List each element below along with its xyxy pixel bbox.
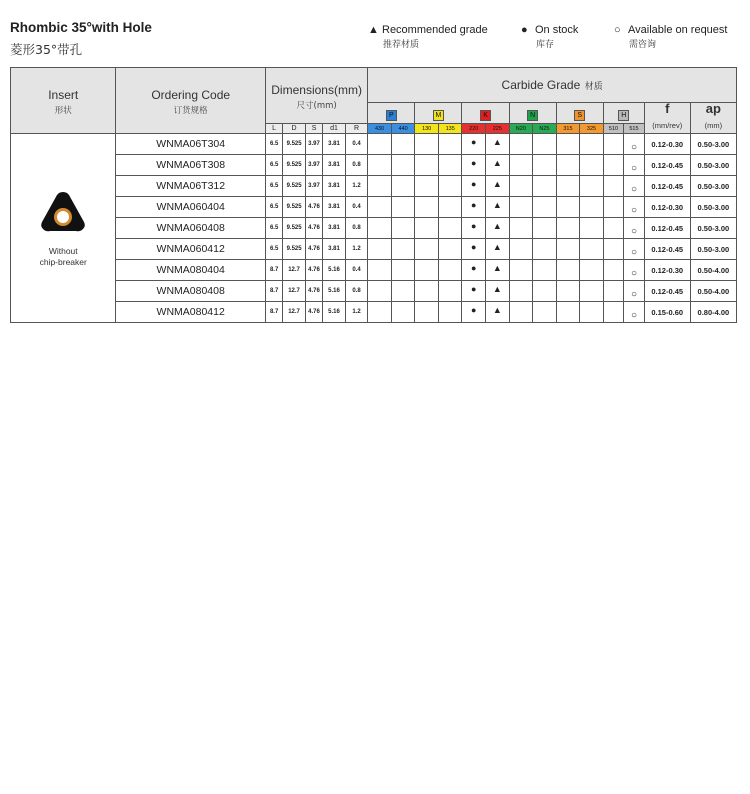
grade-cell-h515 <box>624 134 644 155</box>
grade-cell-h510 <box>603 302 623 323</box>
dim-r: 1.2 <box>345 302 368 323</box>
request-circle-icon: ○ <box>630 204 637 216</box>
dim-d1: 3.81 <box>323 197 346 218</box>
grade-cell-k225 <box>486 197 510 218</box>
grade-cell-s315 <box>556 134 580 155</box>
grade-cell-m135 <box>438 302 462 323</box>
stock-dot-icon: ● <box>471 137 477 147</box>
ordering-code: WNMA06T308 <box>116 155 265 176</box>
grade-cell-s315 <box>556 155 580 176</box>
grade-cell-m130 <box>415 239 439 260</box>
grade-cell-m135 <box>438 176 462 197</box>
dim-d: 12.7 <box>283 260 306 281</box>
grade-cell-n20 <box>509 155 533 176</box>
table-row <box>11 281 737 302</box>
grade-cell-s315 <box>556 260 580 281</box>
grade-cell-s325 <box>580 155 604 176</box>
header-f-unit: (mm/rev) <box>652 121 683 130</box>
group-badge-n <box>509 103 556 124</box>
header-carbide-label: Carbide Grade <box>501 78 581 92</box>
dim-s: 4.76 <box>305 197 322 218</box>
dim-l: 6.5 <box>265 134 282 155</box>
grade-code: 510 <box>603 124 623 134</box>
grade-cell-h515 <box>624 155 644 176</box>
table-row <box>11 134 737 155</box>
grade-cell-k225 <box>486 218 510 239</box>
dim-d: 9.525 <box>283 197 306 218</box>
grade-cell-h515 <box>624 302 644 323</box>
dim-s: 3.97 <box>305 155 322 176</box>
grade-cell-p430 <box>368 176 392 197</box>
legend-stock-sub: 库存 <box>536 40 555 50</box>
recommended-triangle-icon: ▲ <box>492 284 502 294</box>
feed-range: 0.12-0.30 <box>644 260 690 281</box>
grade-cell-m135 <box>438 155 462 176</box>
dim-r: 1.2 <box>345 239 368 260</box>
grade-cell-s325 <box>580 134 604 155</box>
header-insert-cn: 形状 <box>54 105 72 116</box>
request-circle-icon: ○ <box>630 141 637 153</box>
grade-cell-h515 <box>624 218 644 239</box>
grade-cell-h515 <box>624 281 644 302</box>
grade-cell-m130 <box>415 260 439 281</box>
request-circle-icon: ○ <box>630 309 637 321</box>
legend-recommended <box>368 24 488 50</box>
grade-cell-m135 <box>438 218 462 239</box>
stock-dot-icon: ● <box>471 158 477 168</box>
grade-cell-k220 <box>462 302 486 323</box>
recommended-triangle-icon: ▲ <box>492 263 502 273</box>
depth-range: 0.50-3.00 <box>690 218 736 239</box>
grade-code: 515 <box>624 124 644 134</box>
request-circle-icon: ○ <box>630 267 637 279</box>
header-ordering-cn: 订货规格 <box>173 105 208 116</box>
grade-cell-h515 <box>624 239 644 260</box>
circle-icon: ○ <box>614 24 621 36</box>
dim-d: 9.525 <box>283 239 306 260</box>
grade-cell-p430 <box>368 218 392 239</box>
depth-range: 0.80-4.00 <box>690 302 736 323</box>
dim-l: 6.5 <box>265 197 282 218</box>
grade-cell-k225 <box>486 302 510 323</box>
dim-l: 6.5 <box>265 239 282 260</box>
header-insert-label: Insert <box>48 87 79 102</box>
grade-cell-n25 <box>533 176 557 197</box>
insert-image-cell <box>11 134 116 323</box>
legend-recommended-label: Recommended grade <box>382 24 488 36</box>
grade-cell-m135 <box>438 239 462 260</box>
grade-cell-p430 <box>368 281 392 302</box>
grade-cell-m130 <box>415 134 439 155</box>
grade-cell-s315 <box>556 197 580 218</box>
header-carbide-cn: 材质 <box>584 82 603 92</box>
depth-range: 0.50-3.00 <box>690 176 736 197</box>
grade-cell-s325 <box>580 197 604 218</box>
dim-d: 9.525 <box>283 134 306 155</box>
dim-r: 0.8 <box>345 155 368 176</box>
feed-range: 0.15-0.60 <box>644 302 690 323</box>
feed-range: 0.12-0.45 <box>644 281 690 302</box>
stock-dot-icon: ● <box>471 284 477 294</box>
grade-cell-k220 <box>462 239 486 260</box>
triangle-icon: ▲ <box>368 24 379 36</box>
page-title: Rhombic 35°with Hole <box>10 20 152 35</box>
stock-dot-icon: ● <box>471 179 477 189</box>
dim-col-r: R <box>345 124 368 134</box>
grade-cell-s325 <box>580 218 604 239</box>
dim-d: 12.7 <box>283 302 306 323</box>
grade-cell-n20 <box>509 197 533 218</box>
grade-cell-k225 <box>486 134 510 155</box>
grade-cell-h515 <box>624 260 644 281</box>
dim-d: 9.525 <box>283 155 306 176</box>
ordering-code: WNMA080404 <box>116 260 265 281</box>
grade-cell-h510 <box>603 281 623 302</box>
dim-d: 9.525 <box>283 218 306 239</box>
grade-cell-n25 <box>533 239 557 260</box>
header-f-label: f <box>665 102 670 116</box>
request-circle-icon: ○ <box>630 162 637 174</box>
recommended-triangle-icon: ▲ <box>492 305 502 315</box>
group-letter: H <box>618 110 629 121</box>
group-letter: S <box>574 110 585 121</box>
feed-range: 0.12-0.45 <box>644 176 690 197</box>
request-circle-icon: ○ <box>630 288 637 300</box>
dim-d1: 3.81 <box>323 239 346 260</box>
recommended-triangle-icon: ▲ <box>492 158 502 168</box>
grade-cell-k225 <box>486 155 510 176</box>
dim-d1: 3.81 <box>323 134 346 155</box>
grade-cell-m135 <box>438 134 462 155</box>
header-carbide <box>368 68 737 103</box>
grade-cell-k225 <box>486 281 510 302</box>
recommended-triangle-icon: ▲ <box>492 179 502 189</box>
header-ap-unit: (mm) <box>704 121 723 130</box>
grade-code: 430 <box>368 124 392 134</box>
group-badge-k <box>462 103 509 124</box>
grade-code: 315 <box>556 124 580 134</box>
table-row <box>11 239 737 260</box>
feed-range: 0.12-0.45 <box>644 155 690 176</box>
dim-d1: 5.16 <box>323 281 346 302</box>
group-badge-h <box>603 103 644 124</box>
grade-cell-n20 <box>509 260 533 281</box>
grade-cell-h510 <box>603 197 623 218</box>
request-circle-icon: ○ <box>630 225 637 237</box>
table-row <box>11 260 737 281</box>
grade-cell-s315 <box>556 239 580 260</box>
dim-col-d1: d1 <box>323 124 346 134</box>
depth-range: 0.50-4.00 <box>690 281 736 302</box>
dim-d1: 5.16 <box>323 302 346 323</box>
insert-shape-icon <box>38 189 88 235</box>
dim-r: 0.4 <box>345 197 368 218</box>
request-circle-icon: ○ <box>630 183 637 195</box>
grade-cell-h515 <box>624 197 644 218</box>
depth-range: 0.50-3.00 <box>690 197 736 218</box>
grade-cell-k225 <box>486 176 510 197</box>
dim-d: 12.7 <box>283 281 306 302</box>
header-dimensions <box>265 68 367 124</box>
group-badge-m <box>415 103 462 124</box>
stock-dot-icon: ● <box>471 263 477 273</box>
ordering-code: WNMA060412 <box>116 239 265 260</box>
grade-cell-s315 <box>556 218 580 239</box>
grade-cell-s325 <box>580 239 604 260</box>
grade-cell-m130 <box>415 281 439 302</box>
header-ap <box>690 103 736 134</box>
grade-cell-k220 <box>462 260 486 281</box>
group-letter: N <box>527 110 538 121</box>
insert-label-line1: Without <box>48 245 78 256</box>
grade-code: N20 <box>509 124 533 134</box>
grade-cell-s325 <box>580 302 604 323</box>
grade-cell-p440 <box>391 218 415 239</box>
dim-l: 8.7 <box>265 281 282 302</box>
grade-cell-h510 <box>603 134 623 155</box>
header-dimensions-label: Dimensions(mm) <box>271 82 362 97</box>
grade-cell-s315 <box>556 302 580 323</box>
grade-cell-s325 <box>580 260 604 281</box>
table-row <box>11 155 737 176</box>
grade-cell-m130 <box>415 155 439 176</box>
grade-cell-p430 <box>368 134 392 155</box>
header-ordering <box>116 68 265 134</box>
grade-cell-h510 <box>603 239 623 260</box>
dim-d1: 5.16 <box>323 260 346 281</box>
grade-cell-n20 <box>509 176 533 197</box>
ordering-code: WNMA060408 <box>116 218 265 239</box>
recommended-triangle-icon: ▲ <box>492 200 502 210</box>
legend-stock-label: On stock <box>535 24 579 36</box>
feed-range: 0.12-0.30 <box>644 197 690 218</box>
grade-cell-s325 <box>580 176 604 197</box>
legend-recommended-sub: 推荐材质 <box>383 40 420 50</box>
grade-cell-s325 <box>580 281 604 302</box>
grade-cell-h510 <box>603 218 623 239</box>
grade-cell-h510 <box>603 176 623 197</box>
ordering-code: WNMA080408 <box>116 281 265 302</box>
ordering-code: WNMA060404 <box>116 197 265 218</box>
depth-range: 0.50-3.00 <box>690 134 736 155</box>
dim-col-l: L <box>265 124 282 134</box>
grade-cell-k225 <box>486 260 510 281</box>
grade-code: N25 <box>533 124 557 134</box>
legend-request-sub: 需咨询 <box>629 40 657 50</box>
dim-r: 0.8 <box>345 281 368 302</box>
grade-cell-m130 <box>415 218 439 239</box>
legend-request-label: Available on request <box>628 24 728 36</box>
group-letter: K <box>480 110 491 121</box>
grade-cell-k220 <box>462 281 486 302</box>
table-row <box>11 302 737 323</box>
dim-s: 4.76 <box>305 239 322 260</box>
dot-icon: ● <box>521 24 528 36</box>
table-row <box>11 176 737 197</box>
grade-code: 225 <box>486 124 510 134</box>
stock-dot-icon: ● <box>471 242 477 252</box>
ordering-code: WNMA06T304 <box>116 134 265 155</box>
header-ap-label: ap <box>705 102 721 116</box>
grade-cell-m130 <box>415 197 439 218</box>
dim-d: 9.525 <box>283 176 306 197</box>
dim-s: 4.76 <box>305 281 322 302</box>
depth-range: 0.50-3.00 <box>690 155 736 176</box>
grade-cell-p430 <box>368 155 392 176</box>
dim-col-d: D <box>283 124 306 134</box>
stock-dot-icon: ● <box>471 200 477 210</box>
grade-cell-h510 <box>603 260 623 281</box>
recommended-triangle-icon: ▲ <box>492 137 502 147</box>
grade-cell-k220 <box>462 155 486 176</box>
grade-code: 135 <box>438 124 462 134</box>
feed-range: 0.12-0.45 <box>644 239 690 260</box>
grade-cell-n20 <box>509 281 533 302</box>
grade-cell-h510 <box>603 155 623 176</box>
dim-s: 4.76 <box>305 260 322 281</box>
dim-d1: 3.81 <box>323 176 346 197</box>
ordering-code: WNMA080412 <box>116 302 265 323</box>
grade-cell-h515 <box>624 176 644 197</box>
header-f <box>644 103 690 134</box>
grade-cell-m135 <box>438 197 462 218</box>
feed-range: 0.12-0.30 <box>644 134 690 155</box>
table-row <box>11 197 737 218</box>
dim-l: 6.5 <box>265 155 282 176</box>
grade-cell-m135 <box>438 281 462 302</box>
grade-cell-p440 <box>391 281 415 302</box>
stock-dot-icon: ● <box>471 221 477 231</box>
group-badge-p <box>368 103 415 124</box>
legend-stock <box>521 24 578 50</box>
grade-code: 440 <box>391 124 415 134</box>
grade-cell-p430 <box>368 197 392 218</box>
grade-cell-n25 <box>533 155 557 176</box>
grade-cell-n20 <box>509 302 533 323</box>
grade-cell-p440 <box>391 134 415 155</box>
legend-request <box>614 24 727 50</box>
grade-cell-p430 <box>368 239 392 260</box>
dim-r: 0.8 <box>345 218 368 239</box>
stock-dot-icon: ● <box>471 305 477 315</box>
insert-label-line2: chip-breaker <box>39 256 87 267</box>
grade-cell-n25 <box>533 134 557 155</box>
grade-cell-k220 <box>462 134 486 155</box>
table-row <box>11 218 737 239</box>
grade-cell-m135 <box>438 260 462 281</box>
grade-cell-p440 <box>391 155 415 176</box>
grade-cell-p430 <box>368 302 392 323</box>
dim-r: 0.4 <box>345 260 368 281</box>
header-ordering-label: Ordering Code <box>151 87 231 102</box>
grade-cell-k220 <box>462 176 486 197</box>
dim-l: 6.5 <box>265 218 282 239</box>
dim-s: 4.76 <box>305 302 322 323</box>
grade-cell-p440 <box>391 176 415 197</box>
grade-cell-m130 <box>415 302 439 323</box>
depth-range: 0.50-4.00 <box>690 260 736 281</box>
grade-cell-n25 <box>533 302 557 323</box>
header-insert <box>11 68 116 134</box>
grade-code: 130 <box>415 124 439 134</box>
grade-cell-n25 <box>533 281 557 302</box>
grade-cell-n20 <box>509 218 533 239</box>
grade-cell-s315 <box>556 281 580 302</box>
request-circle-icon: ○ <box>630 246 637 258</box>
dim-d1: 3.81 <box>323 155 346 176</box>
grade-cell-k220 <box>462 197 486 218</box>
grade-cell-n25 <box>533 260 557 281</box>
recommended-triangle-icon: ▲ <box>492 242 502 252</box>
grade-cell-p440 <box>391 260 415 281</box>
grade-code: 220 <box>462 124 486 134</box>
group-letter: P <box>386 110 397 121</box>
depth-range: 0.50-3.00 <box>690 239 736 260</box>
dim-d1: 3.81 <box>323 218 346 239</box>
grade-cell-n20 <box>509 239 533 260</box>
group-badge-s <box>556 103 603 124</box>
grade-cell-p440 <box>391 197 415 218</box>
grade-cell-p440 <box>391 302 415 323</box>
insert-table <box>10 67 737 323</box>
recommended-triangle-icon: ▲ <box>492 221 502 231</box>
dim-r: 1.2 <box>345 176 368 197</box>
dim-s: 4.76 <box>305 218 322 239</box>
grade-cell-n25 <box>533 197 557 218</box>
grade-cell-m130 <box>415 176 439 197</box>
dim-l: 8.7 <box>265 260 282 281</box>
dim-l: 6.5 <box>265 176 282 197</box>
grade-cell-s315 <box>556 176 580 197</box>
grade-cell-p430 <box>368 260 392 281</box>
ordering-code: WNMA06T312 <box>116 176 265 197</box>
feed-range: 0.12-0.45 <box>644 218 690 239</box>
grade-cell-n25 <box>533 218 557 239</box>
dim-s: 3.97 <box>305 134 322 155</box>
group-letter: M <box>433 110 444 121</box>
dim-col-s: S <box>305 124 322 134</box>
header-dimensions-cn: 尺寸(mm) <box>296 100 337 111</box>
page-subtitle: 菱形35°带孔 <box>10 42 83 57</box>
dim-r: 0.4 <box>345 134 368 155</box>
dim-s: 3.97 <box>305 176 322 197</box>
grade-cell-p440 <box>391 239 415 260</box>
dim-l: 8.7 <box>265 302 282 323</box>
grade-code: 325 <box>580 124 604 134</box>
grade-cell-k225 <box>486 239 510 260</box>
grade-cell-k220 <box>462 218 486 239</box>
grade-cell-n20 <box>509 134 533 155</box>
